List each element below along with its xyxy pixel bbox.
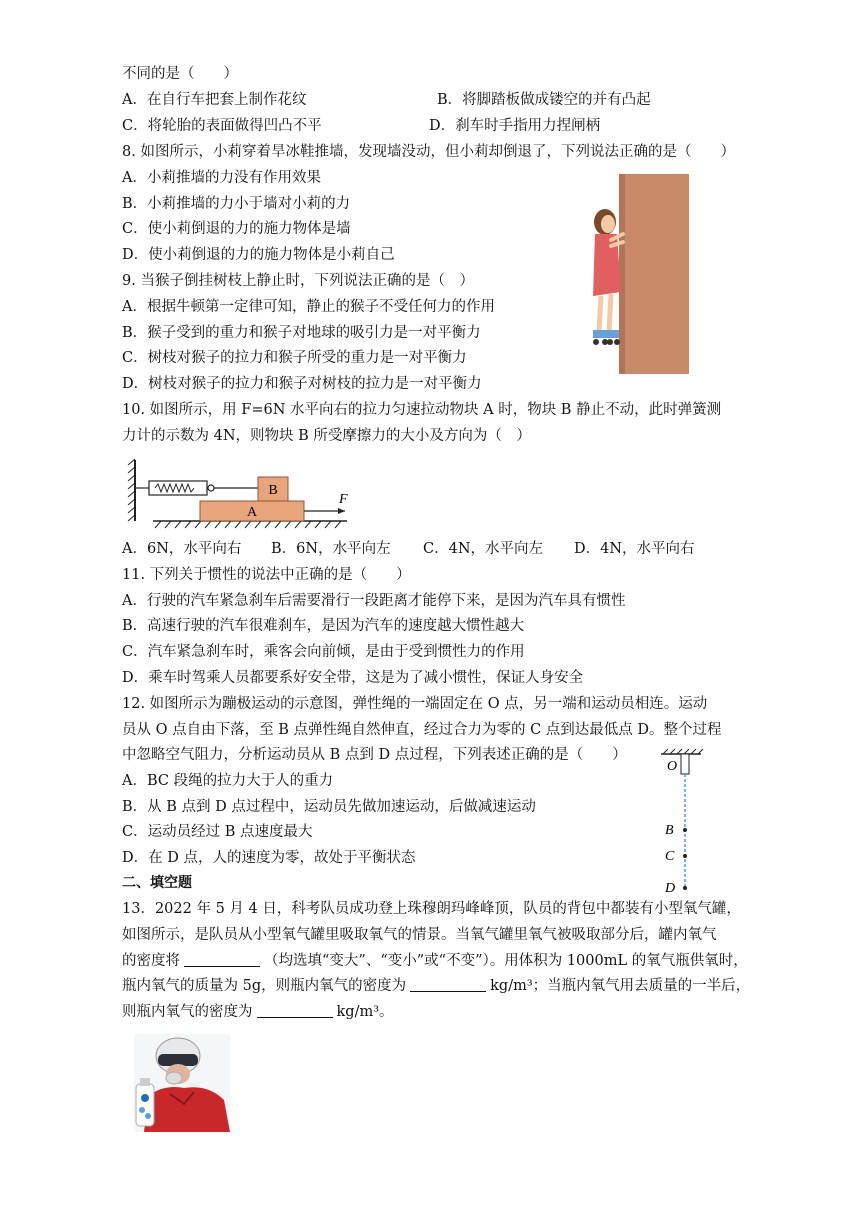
point-c-label: C bbox=[665, 849, 675, 864]
point-o-label: O bbox=[667, 759, 678, 774]
q7-option-d: D．刹车时手指用力捏闸柄 bbox=[429, 118, 601, 134]
q11-stem: 11. 下列关于惯性的说法中正确的是（ ） bbox=[122, 567, 411, 583]
q8-option-a: A．小莉推墙的力没有作用效果 bbox=[122, 170, 321, 186]
q7-option-c: C．将轮胎的表面做得凹凸不平 bbox=[122, 118, 322, 134]
q12-option-d: D．在 D 点，人的速度为零，故处于平衡状态 bbox=[122, 850, 416, 866]
q8-stem: 8. 如图所示，小莉穿着旱冰鞋推墙，发现墙没动，但小莉却倒退了，下列说法正确的是（ ） bbox=[122, 144, 735, 160]
q8-option-b: B．小莉推墙的力小于墙对小莉的力 bbox=[122, 196, 351, 212]
q13-line3-suffix: （均选填“变大”、“变小”或“不变”）。用体积为 1000mL 的氧气瓶供氧时， bbox=[264, 953, 748, 969]
section-title-fill-in: 二、填空题 bbox=[122, 875, 192, 891]
answer-blank-2[interactable] bbox=[410, 977, 486, 992]
q10-stem-line2: 力计的示数为 4N，则物块 B 所受摩擦力的大小及方向为（ ） bbox=[122, 428, 531, 444]
q7-option-b: B．将脚踏板做成镂空的并有凸起 bbox=[437, 92, 651, 108]
q8-option-c: C．使小莉倒退的力的施力物体是墙 bbox=[122, 221, 351, 237]
block-a-label: A bbox=[246, 505, 258, 520]
q12-stem-line3: 中忽略空气阻力，分析运动员从 B 点到 D 点过程，下列表述正确的是（ ） bbox=[122, 747, 627, 763]
wall bbox=[619, 174, 689, 374]
q11-option-c: C．汽车紧急刹车时，乘客会向前倾，是由于受到惯性力的作用 bbox=[122, 644, 525, 660]
q13-line3 bbox=[122, 951, 748, 971]
q13-line2: 如图所示，是队员从小型氧气罐里吸取氧气的情景。当氧气罐里氧气被吸取部分后，罐内氧气 bbox=[122, 927, 717, 943]
q11-option-a: A．行驶的汽车紧急刹车后需要滑行一段距离才能停下来，是因为汽车具有惯性 bbox=[122, 593, 626, 609]
block-b-label: B bbox=[268, 483, 278, 498]
q13-line3-prefix: 的密度将 bbox=[122, 953, 180, 969]
q12-stem-line2: 员从 O 点自由下落，至 B 点弹性绳自然伸直，经过合力为零的 C 点到达最低点 D。整个过程 bbox=[122, 722, 722, 738]
girl-face bbox=[601, 215, 615, 233]
q8-option-d: D．使小莉倒退的力的施力物体是小莉自己 bbox=[122, 247, 395, 263]
point-d-label: D bbox=[665, 881, 676, 896]
bungee-diagram-figure bbox=[655, 748, 705, 896]
q13-line5 bbox=[122, 1002, 394, 1022]
girl-pushing-wall-figure bbox=[585, 172, 690, 376]
q9-option-a: A．根据牛顿第一定律可知，静止的猴子不受任何力的作用 bbox=[122, 299, 495, 315]
q11-option-d: D．乘车时驾乘人员都要系好安全带，这是为了减小惯性，保证人身安全 bbox=[122, 670, 584, 686]
q12-stem-line1: 12. 如图所示为蹦极运动的示意图，弹性绳的一端固定在 O 点，另一端和运动员相连。运动 bbox=[122, 696, 708, 712]
spring-scale-blocks-figure bbox=[125, 455, 355, 531]
q12-option-a: A．BC 段绳的拉力大于人的重力 bbox=[122, 773, 334, 789]
q9-option-b: B．猴子受到的重力和猴子对地球的吸引力是一对平衡力 bbox=[122, 325, 481, 341]
q10-option-b: B．6N，水平向左 bbox=[271, 541, 391, 557]
q12-option-b: B．从 B 点到 D 点过程中，运动员先做加速运动，后做减速运动 bbox=[122, 799, 536, 815]
q7-stem-tail: 不同的是（ ） bbox=[122, 66, 238, 82]
oxygen-can bbox=[136, 1084, 154, 1126]
q13-line1: 13．2022 年 5 月 4 日，科考队员成功登上珠穆朗玛峰峰顶，队员的背包中都装有小型氧气罐， bbox=[122, 901, 741, 917]
q10-option-c: C．4N，水平向左 bbox=[423, 541, 544, 557]
q9-option-d: D．树枝对猴子的拉力和猴子对树枝的拉力是一对平衡力 bbox=[122, 376, 482, 392]
answer-blank-1[interactable] bbox=[184, 952, 260, 967]
q9-stem: 9. 当猴子倒挂树枝上静止时，下列说法正确的是（ ） bbox=[122, 273, 474, 289]
point-b-label: B bbox=[665, 823, 674, 838]
q13-line5-prefix: 则瓶内氧气的密度为 bbox=[122, 1004, 253, 1020]
q10-stem-line1: 10. 如图所示，用 F=6N 水平向右的拉力匀速拉动物块 A 时，物块 B 静止不动，此时弹簧测 bbox=[122, 402, 722, 418]
climber-oxygen-photo bbox=[134, 1034, 230, 1132]
q13-line4 bbox=[122, 976, 750, 996]
q13-line5-suffix: kg/m³。 bbox=[336, 1004, 394, 1020]
force-label: F bbox=[339, 492, 348, 507]
q13-line4-suffix: kg/m³；当瓶内氧气用去质量的一半后， bbox=[490, 978, 751, 994]
q10-option-a: A．6N，水平向右 bbox=[122, 541, 242, 557]
q10-option-d: D．4N，水平向右 bbox=[574, 541, 695, 557]
q9-option-c: C．树枝对猴子的拉力和猴子所受的重力是一对平衡力 bbox=[122, 350, 467, 366]
q7-option-a: A．在自行车把套上制作花纹 bbox=[122, 92, 307, 108]
q13-line4-prefix: 瓶内氧气的质量为 5g，则瓶内氧气的密度为 bbox=[122, 978, 407, 994]
q12-option-c: C．运动员经过 B 点速度最大 bbox=[122, 824, 313, 840]
q11-option-b: B．高速行驶的汽车很难刹车，是因为汽车的速度越大惯性越大 bbox=[122, 618, 525, 634]
answer-blank-3[interactable] bbox=[257, 1003, 333, 1018]
